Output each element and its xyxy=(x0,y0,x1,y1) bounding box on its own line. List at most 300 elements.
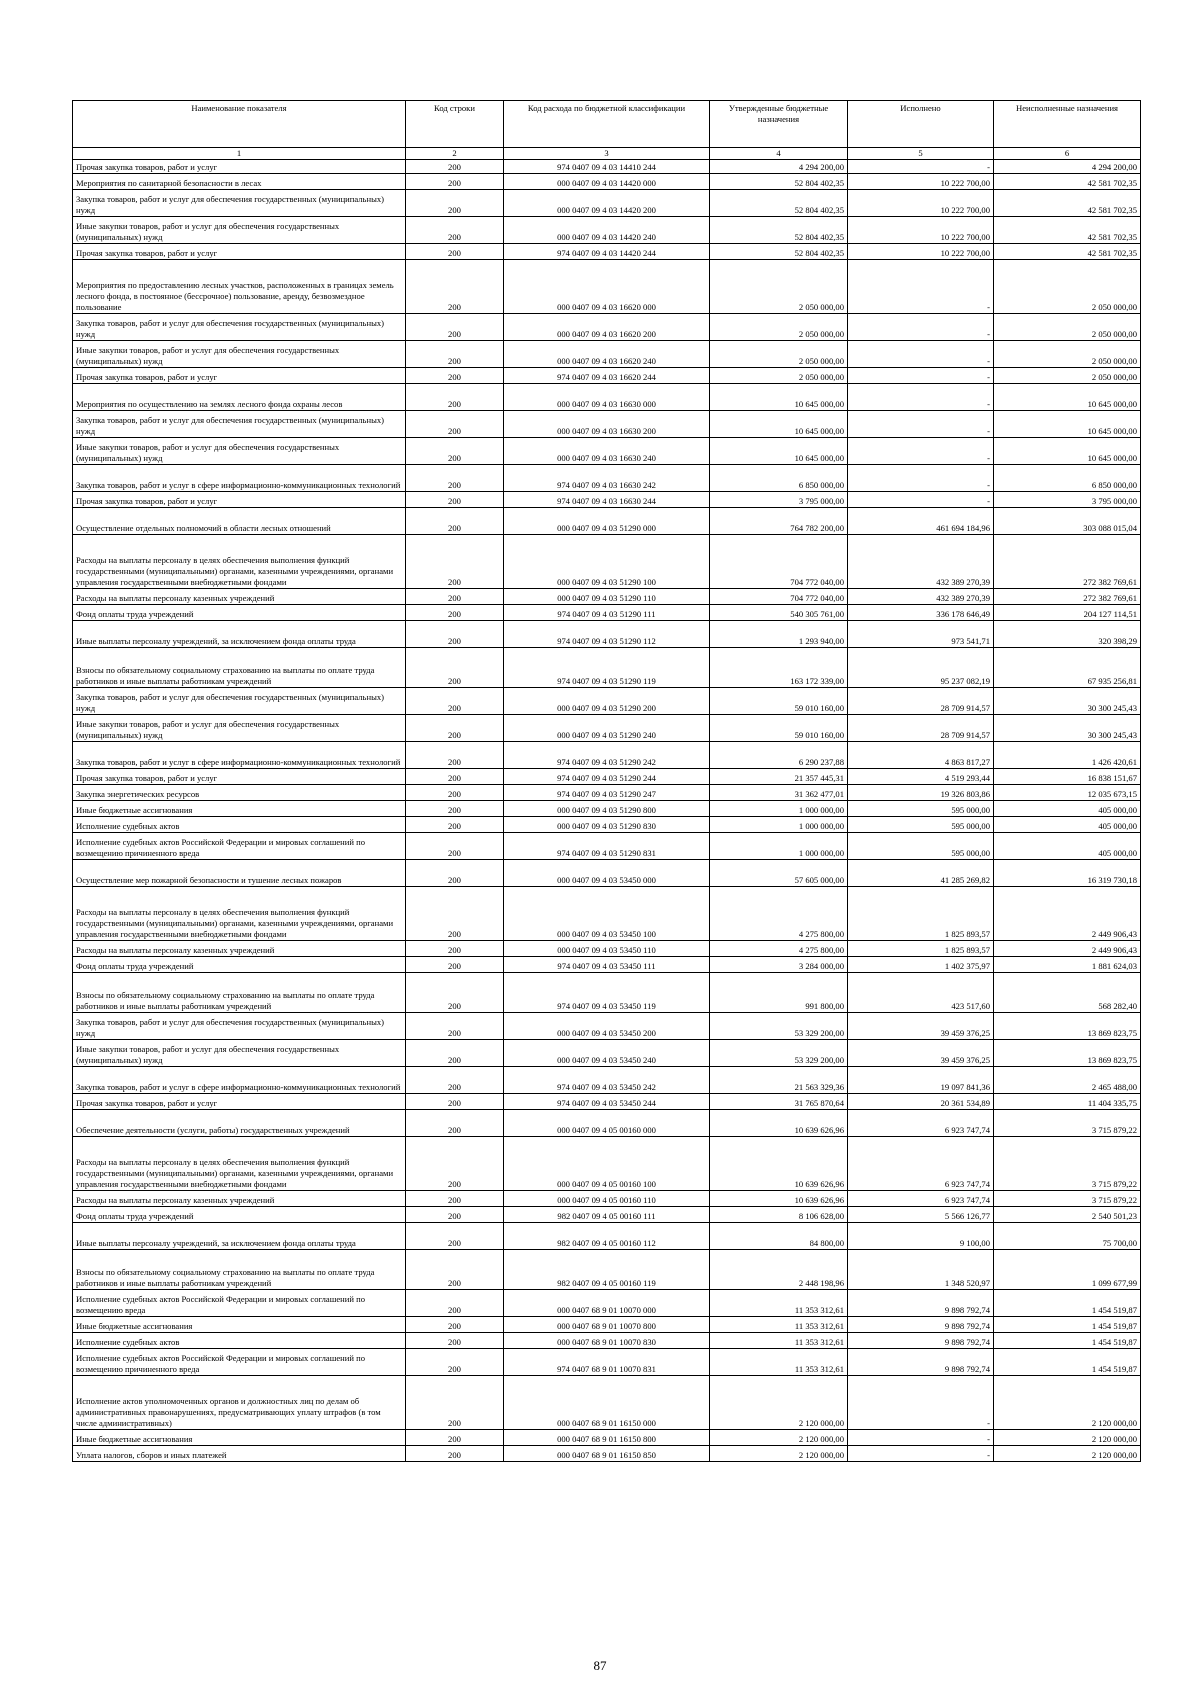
row-line-code-cell: 200 xyxy=(406,742,504,769)
row-line-code-cell: 200 xyxy=(406,1013,504,1040)
row-unexecuted-cell: 2 050 000,00 xyxy=(994,260,1141,314)
table-row xyxy=(73,174,1141,190)
table-row xyxy=(73,411,1141,438)
row-executed-cell: 95 237 082,19 xyxy=(848,648,994,688)
row-name-cell: Исполнение актов уполномоченных органов и должностных лиц по делам об административных правонарушениях, предусматривающих уплату штрафов (в том числе административных) xyxy=(73,1376,406,1430)
row-line-code-cell: 200 xyxy=(406,1290,504,1317)
row-unexecuted-cell: 1 099 677,99 xyxy=(994,1250,1141,1290)
row-executed-cell: - xyxy=(848,1446,994,1462)
table-row xyxy=(73,1430,1141,1446)
table-row xyxy=(73,492,1141,508)
row-name-cell: Мероприятия по предоставлению лесных участков, расположенных в границах земель лесного фонда, в постоянное (бессрочное) пользование, аренду, безвозмездное пользование xyxy=(73,260,406,314)
table-row xyxy=(73,801,1141,817)
row-name-cell: Прочая закупка товаров, работ и услуг xyxy=(73,492,406,508)
row-budget-code-cell: 974 0407 09 4 03 16620 244 xyxy=(504,368,710,384)
table-row xyxy=(73,508,1141,535)
row-executed-cell: 6 923 747,74 xyxy=(848,1110,994,1137)
row-approved-cell: 31 362 477,01 xyxy=(710,785,848,801)
row-approved-cell: 2 050 000,00 xyxy=(710,260,848,314)
row-approved-cell: 2 050 000,00 xyxy=(710,368,848,384)
row-line-code-cell: 200 xyxy=(406,438,504,465)
row-name-cell: Исполнение судебных актов Российской Федерации и мировых соглашений по возмещению причиненного вреда xyxy=(73,833,406,860)
row-executed-cell: 10 222 700,00 xyxy=(848,244,994,260)
row-approved-cell: 11 353 312,61 xyxy=(710,1290,848,1317)
row-unexecuted-cell: 6 850 000,00 xyxy=(994,465,1141,492)
row-name-cell: Расходы на выплаты персоналу казенных учреждений xyxy=(73,589,406,605)
row-unexecuted-cell: 272 382 769,61 xyxy=(994,589,1141,605)
row-executed-cell: 10 222 700,00 xyxy=(848,217,994,244)
row-line-code-cell: 200 xyxy=(406,833,504,860)
column-number: 3 xyxy=(504,148,710,160)
row-name-cell: Осуществление отдельных полномочий в области лесных отношений xyxy=(73,508,406,535)
table-row xyxy=(73,1223,1141,1250)
header-row xyxy=(73,101,1141,148)
row-unexecuted-cell: 2 120 000,00 xyxy=(994,1430,1141,1446)
row-line-code-cell: 200 xyxy=(406,1094,504,1110)
row-line-code-cell: 200 xyxy=(406,1349,504,1376)
row-approved-cell: 2 050 000,00 xyxy=(710,314,848,341)
row-line-code-cell: 200 xyxy=(406,492,504,508)
row-executed-cell: - xyxy=(848,260,994,314)
row-budget-code-cell: 000 0407 09 4 05 00160 100 xyxy=(504,1137,710,1191)
row-unexecuted-cell: 1 454 519,87 xyxy=(994,1349,1141,1376)
table-row xyxy=(73,605,1141,621)
row-line-code-cell: 200 xyxy=(406,217,504,244)
row-executed-cell: 595 000,00 xyxy=(848,833,994,860)
table-row xyxy=(73,688,1141,715)
row-approved-cell: 3 284 000,00 xyxy=(710,957,848,973)
column-number: 1 xyxy=(73,148,406,160)
row-name-cell: Фонд оплаты труда учреждений xyxy=(73,605,406,621)
row-executed-cell: 4 863 817,27 xyxy=(848,742,994,769)
row-name-cell: Расходы на выплаты персоналу в целях обеспечения выполнения функций государственными (муниципальными) органами, казенными учреждениями, органами управления государственными внебюджетными фондами xyxy=(73,887,406,941)
table-row xyxy=(73,535,1141,589)
row-unexecuted-cell: 3 715 879,22 xyxy=(994,1191,1141,1207)
row-executed-cell: 19 326 803,86 xyxy=(848,785,994,801)
row-executed-cell: 973 541,71 xyxy=(848,621,994,648)
row-approved-cell: 59 010 160,00 xyxy=(710,688,848,715)
row-name-cell: Прочая закупка товаров, работ и услуг xyxy=(73,244,406,260)
table-row xyxy=(73,438,1141,465)
row-line-code-cell: 200 xyxy=(406,1250,504,1290)
row-line-code-cell: 200 xyxy=(406,384,504,411)
row-line-code-cell: 200 xyxy=(406,535,504,589)
row-unexecuted-cell: 1 454 519,87 xyxy=(994,1333,1141,1349)
row-name-cell: Закупка товаров, работ и услуг в сфере информационно-коммуникационных технологий xyxy=(73,465,406,492)
row-budget-code-cell: 000 0407 09 4 03 51290 830 xyxy=(504,817,710,833)
row-name-cell: Иные бюджетные ассигнования xyxy=(73,1317,406,1333)
row-executed-cell: 595 000,00 xyxy=(848,817,994,833)
row-budget-code-cell: 974 0407 09 4 03 51290 119 xyxy=(504,648,710,688)
row-budget-code-cell: 000 0407 09 4 03 53450 200 xyxy=(504,1013,710,1040)
row-line-code-cell: 200 xyxy=(406,1067,504,1094)
table-row xyxy=(73,341,1141,368)
row-approved-cell: 53 329 200,00 xyxy=(710,1013,848,1040)
table-row xyxy=(73,648,1141,688)
row-approved-cell: 6 290 237,88 xyxy=(710,742,848,769)
row-approved-cell: 52 804 402,35 xyxy=(710,190,848,217)
row-line-code-cell: 200 xyxy=(406,1430,504,1446)
table-row xyxy=(73,1094,1141,1110)
row-budget-code-cell: 974 0407 09 4 03 51290 244 xyxy=(504,769,710,785)
row-budget-code-cell: 000 0407 09 4 03 16630 240 xyxy=(504,438,710,465)
row-name-cell: Исполнение судебных актов xyxy=(73,817,406,833)
row-name-cell: Обеспечение деятельности (услуги, работы) государственных учреждений xyxy=(73,1110,406,1137)
table-row xyxy=(73,1290,1141,1317)
table-row xyxy=(73,465,1141,492)
table-row xyxy=(73,957,1141,973)
row-unexecuted-cell: 1 881 624,03 xyxy=(994,957,1141,973)
row-approved-cell: 4 275 800,00 xyxy=(710,887,848,941)
row-unexecuted-cell: 272 382 769,61 xyxy=(994,535,1141,589)
row-approved-cell: 10 639 626,96 xyxy=(710,1110,848,1137)
row-approved-cell: 10 639 626,96 xyxy=(710,1137,848,1191)
row-budget-code-cell: 000 0407 09 4 03 53450 000 xyxy=(504,860,710,887)
row-budget-code-cell: 000 0407 68 9 01 16150 800 xyxy=(504,1430,710,1446)
row-approved-cell: 10 645 000,00 xyxy=(710,438,848,465)
table-row xyxy=(73,887,1141,941)
row-line-code-cell: 200 xyxy=(406,314,504,341)
row-executed-cell: 10 222 700,00 xyxy=(848,190,994,217)
row-unexecuted-cell: 16 319 730,18 xyxy=(994,860,1141,887)
row-executed-cell: 9 898 792,74 xyxy=(848,1333,994,1349)
row-budget-code-cell: 000 0407 68 9 01 16150 000 xyxy=(504,1376,710,1430)
table-row xyxy=(73,190,1141,217)
row-approved-cell: 704 772 040,00 xyxy=(710,589,848,605)
row-budget-code-cell: 000 0407 09 4 03 16620 240 xyxy=(504,341,710,368)
row-executed-cell: - xyxy=(848,438,994,465)
table-row xyxy=(73,260,1141,314)
table-row xyxy=(73,244,1141,260)
row-name-cell: Иные закупки товаров, работ и услуг для обеспечения государственных (муниципальных) нужд xyxy=(73,217,406,244)
row-line-code-cell: 200 xyxy=(406,368,504,384)
row-executed-cell: 432 389 270,39 xyxy=(848,535,994,589)
row-executed-cell: 9 898 792,74 xyxy=(848,1349,994,1376)
row-approved-cell: 6 850 000,00 xyxy=(710,465,848,492)
table-row xyxy=(73,384,1141,411)
page-number: 87 xyxy=(593,1658,607,1673)
row-approved-cell: 52 804 402,35 xyxy=(710,244,848,260)
column-number: 4 xyxy=(710,148,848,160)
row-unexecuted-cell: 11 404 335,75 xyxy=(994,1094,1141,1110)
row-line-code-cell: 200 xyxy=(406,973,504,1013)
row-name-cell: Расходы на выплаты персоналу казенных учреждений xyxy=(73,1191,406,1207)
table-row xyxy=(73,314,1141,341)
row-budget-code-cell: 000 0407 09 4 03 51290 200 xyxy=(504,688,710,715)
row-name-cell: Уплата налогов, сборов и иных платежей xyxy=(73,1446,406,1462)
table-row xyxy=(73,1446,1141,1462)
row-budget-code-cell: 974 0407 68 9 01 10070 831 xyxy=(504,1349,710,1376)
row-unexecuted-cell: 30 300 245,43 xyxy=(994,715,1141,742)
row-unexecuted-cell: 42 581 702,35 xyxy=(994,174,1141,190)
row-budget-code-cell: 000 0407 09 4 03 51290 110 xyxy=(504,589,710,605)
row-budget-code-cell: 000 0407 68 9 01 10070 800 xyxy=(504,1317,710,1333)
table-row xyxy=(73,1333,1141,1349)
row-name-cell: Иные закупки товаров, работ и услуг для обеспечения государственных (муниципальных) нужд xyxy=(73,438,406,465)
row-name-cell: Иные выплаты персоналу учреждений, за исключением фонда оплаты труда xyxy=(73,1223,406,1250)
row-approved-cell: 2 120 000,00 xyxy=(710,1446,848,1462)
row-budget-code-cell: 000 0407 68 9 01 16150 850 xyxy=(504,1446,710,1462)
row-name-cell: Закупка товаров, работ и услуг для обеспечения государственных (муниципальных) нужд xyxy=(73,314,406,341)
row-budget-code-cell: 982 0407 09 4 05 00160 112 xyxy=(504,1223,710,1250)
table-row xyxy=(73,217,1141,244)
row-approved-cell: 704 772 040,00 xyxy=(710,535,848,589)
row-approved-cell: 8 106 628,00 xyxy=(710,1207,848,1223)
row-line-code-cell: 200 xyxy=(406,260,504,314)
row-name-cell: Иные выплаты персоналу учреждений, за исключением фонда оплаты труда xyxy=(73,621,406,648)
row-name-cell: Закупка товаров, работ и услуг для обеспечения государственных (муниципальных) нужд xyxy=(73,1013,406,1040)
row-executed-cell: 10 222 700,00 xyxy=(848,174,994,190)
row-approved-cell: 10 645 000,00 xyxy=(710,411,848,438)
row-line-code-cell: 200 xyxy=(406,1207,504,1223)
row-approved-cell: 4 275 800,00 xyxy=(710,941,848,957)
row-executed-cell: 39 459 376,25 xyxy=(848,1013,994,1040)
table-row xyxy=(73,160,1141,174)
row-budget-code-cell: 974 0407 09 4 03 51290 111 xyxy=(504,605,710,621)
row-unexecuted-cell: 1 454 519,87 xyxy=(994,1290,1141,1317)
row-executed-cell: - xyxy=(848,341,994,368)
row-name-cell: Осуществление мер пожарной безопасности и тушение лесных пожаров xyxy=(73,860,406,887)
row-name-cell: Фонд оплаты труда учреждений xyxy=(73,957,406,973)
row-name-cell: Иные закупки товаров, работ и услуг для обеспечения государственных (муниципальных) нужд xyxy=(73,341,406,368)
row-unexecuted-cell: 30 300 245,43 xyxy=(994,688,1141,715)
row-unexecuted-cell: 4 294 200,00 xyxy=(994,160,1141,174)
row-approved-cell: 52 804 402,35 xyxy=(710,174,848,190)
row-approved-cell: 540 305 761,00 xyxy=(710,605,848,621)
row-budget-code-cell: 000 0407 09 4 03 14420 000 xyxy=(504,174,710,190)
row-unexecuted-cell: 405 000,00 xyxy=(994,817,1141,833)
row-unexecuted-cell: 16 838 151,67 xyxy=(994,769,1141,785)
table-row xyxy=(73,742,1141,769)
row-budget-code-cell: 974 0407 09 4 03 53450 242 xyxy=(504,1067,710,1094)
row-name-cell: Мероприятия по санитарной безопасности в лесах xyxy=(73,174,406,190)
column-number-row xyxy=(73,148,1141,160)
row-unexecuted-cell: 10 645 000,00 xyxy=(994,438,1141,465)
table-row xyxy=(73,1013,1141,1040)
row-line-code-cell: 200 xyxy=(406,411,504,438)
row-executed-cell: - xyxy=(848,1376,994,1430)
row-executed-cell: - xyxy=(848,368,994,384)
table-row xyxy=(73,715,1141,742)
row-approved-cell: 11 353 312,61 xyxy=(710,1349,848,1376)
row-budget-code-cell: 982 0407 09 4 05 00160 111 xyxy=(504,1207,710,1223)
header-name: Наименование показателя xyxy=(73,101,406,148)
row-line-code-cell: 200 xyxy=(406,801,504,817)
budget-execution-table xyxy=(72,100,1141,1462)
row-executed-cell: - xyxy=(848,492,994,508)
row-name-cell: Исполнение судебных актов xyxy=(73,1333,406,1349)
row-executed-cell: 423 517,60 xyxy=(848,973,994,1013)
row-unexecuted-cell: 3 715 879,22 xyxy=(994,1110,1141,1137)
row-budget-code-cell: 000 0407 68 9 01 10070 000 xyxy=(504,1290,710,1317)
row-unexecuted-cell: 1 454 519,87 xyxy=(994,1317,1141,1333)
row-executed-cell: - xyxy=(848,465,994,492)
row-budget-code-cell: 000 0407 09 4 03 53450 100 xyxy=(504,887,710,941)
table-row xyxy=(73,769,1141,785)
row-budget-code-cell: 000 0407 09 4 03 14420 200 xyxy=(504,190,710,217)
row-line-code-cell: 200 xyxy=(406,605,504,621)
row-approved-cell: 764 782 200,00 xyxy=(710,508,848,535)
row-unexecuted-cell: 3 795 000,00 xyxy=(994,492,1141,508)
table-row xyxy=(73,1191,1141,1207)
row-executed-cell: - xyxy=(848,411,994,438)
row-unexecuted-cell: 2 050 000,00 xyxy=(994,368,1141,384)
table-row xyxy=(73,621,1141,648)
row-executed-cell: 9 898 792,74 xyxy=(848,1317,994,1333)
header-approved: Утвержденные бюджетные назначения xyxy=(710,101,848,148)
row-executed-cell: - xyxy=(848,384,994,411)
row-unexecuted-cell: 42 581 702,35 xyxy=(994,217,1141,244)
row-approved-cell: 1 000 000,00 xyxy=(710,817,848,833)
row-name-cell: Закупка товаров, работ и услуг для обеспечения государственных (муниципальных) нужд xyxy=(73,688,406,715)
column-number: 5 xyxy=(848,148,994,160)
table-row xyxy=(73,1349,1141,1376)
table-row xyxy=(73,1067,1141,1094)
row-approved-cell: 3 795 000,00 xyxy=(710,492,848,508)
row-executed-cell: 595 000,00 xyxy=(848,801,994,817)
row-line-code-cell: 200 xyxy=(406,174,504,190)
row-line-code-cell: 200 xyxy=(406,190,504,217)
row-line-code-cell: 200 xyxy=(406,1040,504,1067)
row-approved-cell: 991 800,00 xyxy=(710,973,848,1013)
column-number: 6 xyxy=(994,148,1141,160)
row-unexecuted-cell: 1 426 420,61 xyxy=(994,742,1141,769)
row-executed-cell: 1 825 893,57 xyxy=(848,941,994,957)
row-budget-code-cell: 000 0407 09 4 03 16620 000 xyxy=(504,260,710,314)
row-unexecuted-cell: 13 869 823,75 xyxy=(994,1040,1141,1067)
table-row xyxy=(73,941,1141,957)
row-budget-code-cell: 000 0407 09 4 03 16630 200 xyxy=(504,411,710,438)
row-budget-code-cell: 000 0407 09 4 03 51290 000 xyxy=(504,508,710,535)
row-executed-cell: 1 348 520,97 xyxy=(848,1250,994,1290)
row-line-code-cell: 200 xyxy=(406,1223,504,1250)
table-row xyxy=(73,1250,1141,1290)
row-approved-cell: 31 765 870,64 xyxy=(710,1094,848,1110)
row-budget-code-cell: 974 0407 09 4 03 53450 111 xyxy=(504,957,710,973)
header-line-code: Код строки xyxy=(406,101,504,148)
row-name-cell: Закупка энергетических ресурсов xyxy=(73,785,406,801)
table-row xyxy=(73,860,1141,887)
row-unexecuted-cell: 204 127 114,51 xyxy=(994,605,1141,621)
row-line-code-cell: 200 xyxy=(406,648,504,688)
table-row xyxy=(73,973,1141,1013)
row-budget-code-cell: 000 0407 09 4 03 51290 100 xyxy=(504,535,710,589)
row-line-code-cell: 200 xyxy=(406,715,504,742)
row-unexecuted-cell: 42 581 702,35 xyxy=(994,244,1141,260)
row-name-cell: Закупка товаров, работ и услуг в сфере информационно-коммуникационных технологий xyxy=(73,1067,406,1094)
row-executed-cell: - xyxy=(848,160,994,174)
row-name-cell: Мероприятия по осуществлению на землях лесного фонда охраны лесов xyxy=(73,384,406,411)
table-row xyxy=(73,1110,1141,1137)
row-budget-code-cell: 000 0407 68 9 01 10070 830 xyxy=(504,1333,710,1349)
row-line-code-cell: 200 xyxy=(406,1191,504,1207)
row-budget-code-cell: 974 0407 09 4 03 14410 244 xyxy=(504,160,710,174)
table-row xyxy=(73,817,1141,833)
row-name-cell: Прочая закупка товаров, работ и услуг xyxy=(73,1094,406,1110)
row-unexecuted-cell: 405 000,00 xyxy=(994,833,1141,860)
row-budget-code-cell: 000 0407 09 4 03 14420 240 xyxy=(504,217,710,244)
row-executed-cell: 336 178 646,49 xyxy=(848,605,994,621)
row-unexecuted-cell: 2 449 906,43 xyxy=(994,941,1141,957)
row-line-code-cell: 200 xyxy=(406,341,504,368)
row-executed-cell: 6 923 747,74 xyxy=(848,1191,994,1207)
row-executed-cell: 461 694 184,96 xyxy=(848,508,994,535)
row-budget-code-cell: 000 0407 09 4 03 51290 800 xyxy=(504,801,710,817)
row-unexecuted-cell: 67 935 256,81 xyxy=(994,648,1141,688)
row-budget-code-cell: 974 0407 09 4 03 51290 112 xyxy=(504,621,710,648)
row-executed-cell: 9 100,00 xyxy=(848,1223,994,1250)
row-unexecuted-cell: 42 581 702,35 xyxy=(994,190,1141,217)
row-unexecuted-cell: 568 282,40 xyxy=(994,973,1141,1013)
row-unexecuted-cell: 2 120 000,00 xyxy=(994,1376,1141,1430)
row-name-cell: Взносы по обязательному социальному страхованию на выплаты по оплате труда работников и иные выплаты работникам учреждений xyxy=(73,973,406,1013)
row-line-code-cell: 200 xyxy=(406,817,504,833)
row-unexecuted-cell: 405 000,00 xyxy=(994,801,1141,817)
row-unexecuted-cell: 13 869 823,75 xyxy=(994,1013,1141,1040)
row-approved-cell: 1 000 000,00 xyxy=(710,801,848,817)
row-approved-cell: 84 800,00 xyxy=(710,1223,848,1250)
row-line-code-cell: 200 xyxy=(406,887,504,941)
row-name-cell: Прочая закупка товаров, работ и услуг xyxy=(73,769,406,785)
table-row xyxy=(73,1137,1141,1191)
row-line-code-cell: 200 xyxy=(406,160,504,174)
row-line-code-cell: 200 xyxy=(406,621,504,648)
report-sheet xyxy=(72,100,1140,1462)
row-name-cell: Взносы по обязательному социальному страхованию на выплаты по оплате труда работников и иные выплаты работникам учреждений xyxy=(73,648,406,688)
row-line-code-cell: 200 xyxy=(406,1333,504,1349)
row-budget-code-cell: 974 0407 09 4 03 51290 242 xyxy=(504,742,710,769)
row-line-code-cell: 200 xyxy=(406,688,504,715)
row-unexecuted-cell: 2 050 000,00 xyxy=(994,341,1141,368)
row-line-code-cell: 200 xyxy=(406,1376,504,1430)
row-budget-code-cell: 974 0407 09 4 03 53450 244 xyxy=(504,1094,710,1110)
row-approved-cell: 11 353 312,61 xyxy=(710,1317,848,1333)
row-approved-cell: 1 293 940,00 xyxy=(710,621,848,648)
row-line-code-cell: 200 xyxy=(406,589,504,605)
row-unexecuted-cell: 2 465 488,00 xyxy=(994,1067,1141,1094)
row-approved-cell: 21 357 445,31 xyxy=(710,769,848,785)
row-budget-code-cell: 974 0407 09 4 03 16630 242 xyxy=(504,465,710,492)
row-approved-cell: 53 329 200,00 xyxy=(710,1040,848,1067)
header-budget-code: Код расхода по бюджетной классификации xyxy=(504,101,710,148)
row-unexecuted-cell: 10 645 000,00 xyxy=(994,411,1141,438)
table-row xyxy=(73,1376,1141,1430)
row-approved-cell: 10 639 626,96 xyxy=(710,1191,848,1207)
row-approved-cell: 163 172 339,00 xyxy=(710,648,848,688)
row-name-cell: Закупка товаров, работ и услуг для обеспечения государственных (муниципальных) нужд xyxy=(73,190,406,217)
row-executed-cell: 28 709 914,57 xyxy=(848,715,994,742)
row-unexecuted-cell: 2 540 501,23 xyxy=(994,1207,1141,1223)
row-unexecuted-cell: 303 088 015,04 xyxy=(994,508,1141,535)
row-approved-cell: 21 563 329,36 xyxy=(710,1067,848,1094)
row-approved-cell: 59 010 160,00 xyxy=(710,715,848,742)
row-unexecuted-cell: 320 398,29 xyxy=(994,621,1141,648)
row-unexecuted-cell: 12 035 673,15 xyxy=(994,785,1141,801)
row-executed-cell: 39 459 376,25 xyxy=(848,1040,994,1067)
row-budget-code-cell: 000 0407 09 4 03 53450 240 xyxy=(504,1040,710,1067)
row-name-cell: Закупка товаров, работ и услуг для обеспечения государственных (муниципальных) нужд xyxy=(73,411,406,438)
row-approved-cell: 2 120 000,00 xyxy=(710,1430,848,1446)
row-approved-cell: 2 120 000,00 xyxy=(710,1376,848,1430)
table-row xyxy=(73,368,1141,384)
header-executed: Исполнено xyxy=(848,101,994,148)
row-name-cell: Расходы на выплаты персоналу казенных учреждений xyxy=(73,941,406,957)
row-executed-cell: 4 519 293,44 xyxy=(848,769,994,785)
row-budget-code-cell: 000 0407 09 4 03 16620 200 xyxy=(504,314,710,341)
table-row xyxy=(73,1317,1141,1333)
row-approved-cell: 2 448 198,96 xyxy=(710,1250,848,1290)
table-row xyxy=(73,833,1141,860)
